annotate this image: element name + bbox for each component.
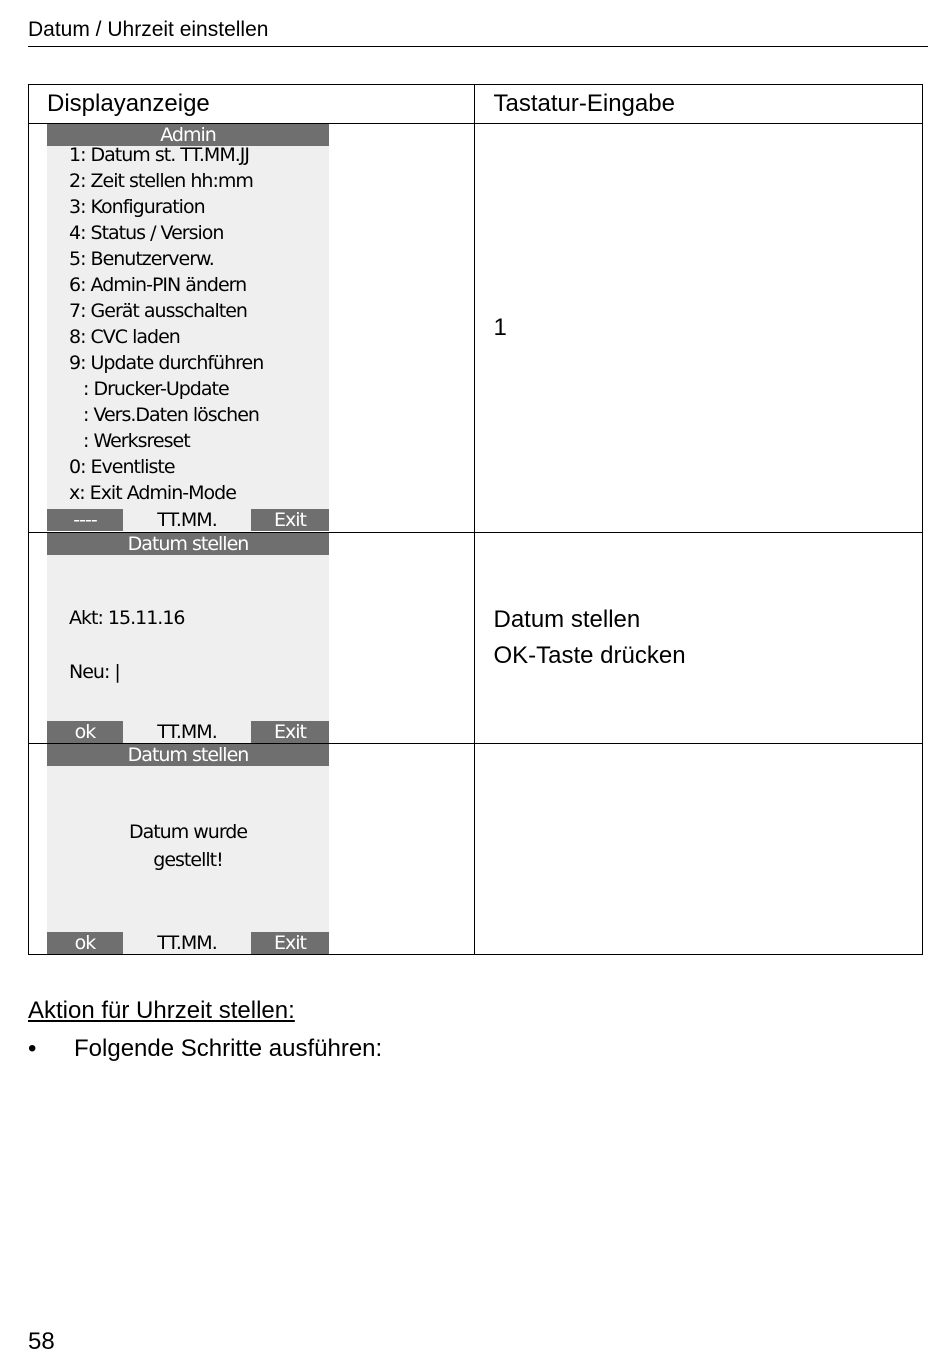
softkey-right: Exit [251,509,329,531]
menu-item: 8: CVC laden [69,326,180,348]
menu-item: 3: Konfiguration [69,196,205,218]
menu-item: 9: Update durchführen [69,352,264,374]
table-header-row [29,85,923,124]
input-line: Datum stellen [493,606,641,633]
menu-item: 2: Zeit stellen hh:mm [69,170,253,192]
softkey-right: Exit [251,932,329,954]
column-header-display: Displayanzeige [29,85,475,124]
softkey-mid: TT.MM. [123,509,251,531]
lcd-screen-admin [47,124,329,531]
menu-item: 4: Status / Version [69,222,224,244]
steps-table [28,84,923,955]
header-rule [28,46,928,47]
menu-item: : Werksreset [83,430,190,452]
bullet-text: Folgende Schritte ausführen: [74,1035,383,1062]
softkey-mid: TT.MM. [123,721,251,743]
input-cell [475,744,923,955]
lcd-title: Admin [47,124,329,146]
lcd-screen-date-confirm [47,744,329,954]
table-row [29,124,923,533]
admin-menu-list [47,142,329,506]
page-number: 58 [28,1328,55,1355]
softkey-left: ---- [47,509,123,531]
menu-item: 7: Gerät ausschalten [69,300,247,322]
input-cell [475,533,923,744]
softkey-right: Exit [251,721,329,743]
bullet-item [28,1035,382,1063]
menu-item: 5: Benutzerverw. [69,248,214,270]
display-cell [29,533,475,744]
softkey-left: ok [47,721,123,743]
input-cell [475,124,923,533]
message-line: gestellt! [153,849,223,871]
input-line: OK-Taste drücken [493,642,686,669]
display-cell [29,124,475,533]
lcd-title: Datum stellen [47,533,329,555]
table-row [29,533,923,744]
menu-item: : Vers.Daten löschen [83,404,259,426]
softkey-bar [47,721,329,743]
bullet-glyph: • [28,1035,37,1062]
display-cell [29,744,475,955]
message-line: Datum wurde [128,821,248,843]
current-date: Akt: 15.11.16 [69,607,185,629]
key-input: 1 [493,314,507,341]
column-header-input: Tastatur-Eingabe [475,85,923,124]
menu-item: : Drucker-Update [83,378,229,400]
key-input [475,602,922,674]
section-heading: Aktion für Uhrzeit stellen: [28,997,295,1024]
table-row [29,744,923,955]
menu-item: x: Exit Admin-Mode [69,482,236,504]
new-date-field: Neu: | [69,661,120,683]
confirmation-message [47,818,329,874]
softkey-bar [47,932,329,954]
lcd-title: Datum stellen [47,744,329,766]
softkey-bar [47,509,329,531]
menu-item: 6: Admin-PIN ändern [69,274,247,296]
softkey-mid: TT.MM. [123,932,251,954]
softkey-left: ok [47,932,123,954]
menu-item: 0: Eventliste [69,456,175,478]
menu-item: 1: Datum st. TT.MM.JJ [69,144,249,166]
header-title: Datum / Uhrzeit einstellen [28,18,269,41]
lcd-screen-date-entry [47,533,329,743]
